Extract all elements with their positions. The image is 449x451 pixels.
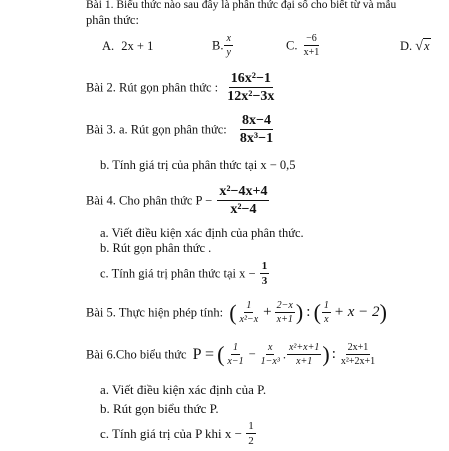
b1-line1: Bài 1. Biểu thức nào sau đây là phân thức đại số cho biết từ và mẫu [86, 0, 397, 11]
b2-num: 16x²−1 [229, 71, 273, 88]
b5-close-paren: ) [295, 299, 304, 325]
b1-b-label: B. [212, 38, 224, 53]
b1-d-label: D. [400, 39, 413, 53]
b1-c-fraction [302, 33, 322, 58]
b2-row [86, 71, 277, 105]
b5-f2 [275, 300, 295, 325]
b5-close-paren-2: ) [379, 299, 387, 325]
b4-text: Bài 4. Cho phân thức P − [86, 193, 213, 208]
b4-fraction [217, 184, 269, 218]
b1-b-fraction [224, 33, 232, 58]
b5-row [86, 300, 387, 325]
b3-fraction [238, 113, 275, 147]
b5-rest: + x − 2 [333, 304, 380, 320]
b4-den: x²−4 [230, 202, 257, 218]
b6-f1-num: 1 [233, 342, 239, 353]
b6-f1-den: x−1 [227, 356, 244, 367]
b6-f3-den: x+1 [296, 356, 313, 367]
b6-c-fraction [246, 420, 256, 447]
b6-colon: : [331, 346, 336, 362]
b1-c-num: −6 [306, 33, 317, 44]
b5-f1-den: x²−x [239, 314, 259, 325]
b6-f2-den: 1−x³ [260, 356, 280, 367]
b5-plus: + [263, 304, 272, 320]
b2-text: Bài 2. Rút gọn phân thức : [86, 80, 219, 95]
b4-c-den: 3 [261, 275, 268, 288]
b4-c-num: 1 [260, 260, 270, 274]
b5-open-paren-2: ( [313, 299, 321, 325]
b6-b: b. Rút gọn biểu thức P. [100, 401, 219, 416]
b3-row [86, 113, 276, 147]
b5-f3-den: x [324, 314, 329, 325]
b1-d-body: x [423, 39, 430, 53]
b5-f1 [238, 300, 261, 325]
b5-colon: : [306, 304, 311, 320]
b6-f2 [259, 342, 282, 367]
b6-c-num: 1 [246, 420, 256, 434]
b1-c-label: C. [286, 38, 298, 53]
b6-a: a. Viết điều kiện xác định của P. [100, 382, 267, 397]
b4-row [86, 184, 270, 218]
b5-f1-num: 1 [246, 300, 252, 311]
b6-close-paren: ) [322, 341, 330, 367]
b4-num: x²−4x+4 [217, 184, 269, 201]
b1-a-label: A. [102, 39, 115, 53]
b6-f4 [339, 342, 377, 367]
b6-dot: . [282, 347, 286, 362]
b6-minus: − [248, 347, 256, 362]
b3-num: 8x−4 [240, 113, 273, 130]
b6-f4-num: 2x+1 [347, 342, 369, 353]
b5-text: Bài 5. Thực hiện phép tính: [86, 305, 224, 320]
b6-f1 [225, 342, 245, 367]
b4-c-text: c. Tính giá trị phân thức tại x − [100, 266, 256, 281]
b2-fraction [225, 71, 276, 105]
b6-f3 [287, 342, 321, 367]
b1-b-den: y [226, 47, 231, 58]
b1-b-num: x [226, 33, 231, 44]
b1-option-c [286, 33, 322, 58]
b6-f2-num: x [268, 342, 273, 353]
b5-f2-den: x+1 [276, 314, 293, 325]
b5-f2-num: 2−x [276, 300, 293, 311]
b1-option-d [400, 40, 431, 54]
b1-line2: phân thức: [86, 13, 139, 27]
b6-c-den: 2 [248, 435, 254, 448]
b5-open-paren: ( [229, 299, 237, 325]
b6-c [100, 420, 257, 447]
b1-option-a [102, 40, 153, 53]
b6-f4-den: x²+2x+1 [340, 356, 376, 367]
b6-p: P = [192, 345, 214, 363]
b4-a: a. Viết điều kiện xác định của phân thức. [100, 226, 304, 240]
b3-den: 8x³−1 [239, 131, 274, 147]
b1-c-den: x+1 [303, 47, 320, 58]
b6-c-text: c. Tính giá trị của P khi x − [100, 426, 243, 442]
b3-text: Bài 3. a. Rút gọn phân thức: [86, 122, 227, 137]
b6-row [86, 342, 378, 367]
sqrt-icon: √ [415, 39, 423, 54]
b6-text: Bài 6.Cho biểu thức [86, 347, 187, 362]
b6-open-paren: ( [217, 341, 225, 367]
b2-den: 12x²−3x [227, 89, 275, 105]
b1-a-value: 2x + 1 [121, 39, 154, 53]
b4-b: b. Rút gọn phân thức . [100, 241, 212, 255]
b5-f3 [322, 300, 331, 325]
b4-c-fraction [260, 260, 270, 287]
b4-c [100, 260, 270, 287]
b5-f3-num: 1 [323, 300, 329, 311]
b1-option-b [212, 33, 234, 58]
b3-b: b. Tính giá trị của phân thức tại x − 0,5 [100, 158, 296, 172]
b6-f3-num: x²+x+1 [288, 342, 320, 353]
